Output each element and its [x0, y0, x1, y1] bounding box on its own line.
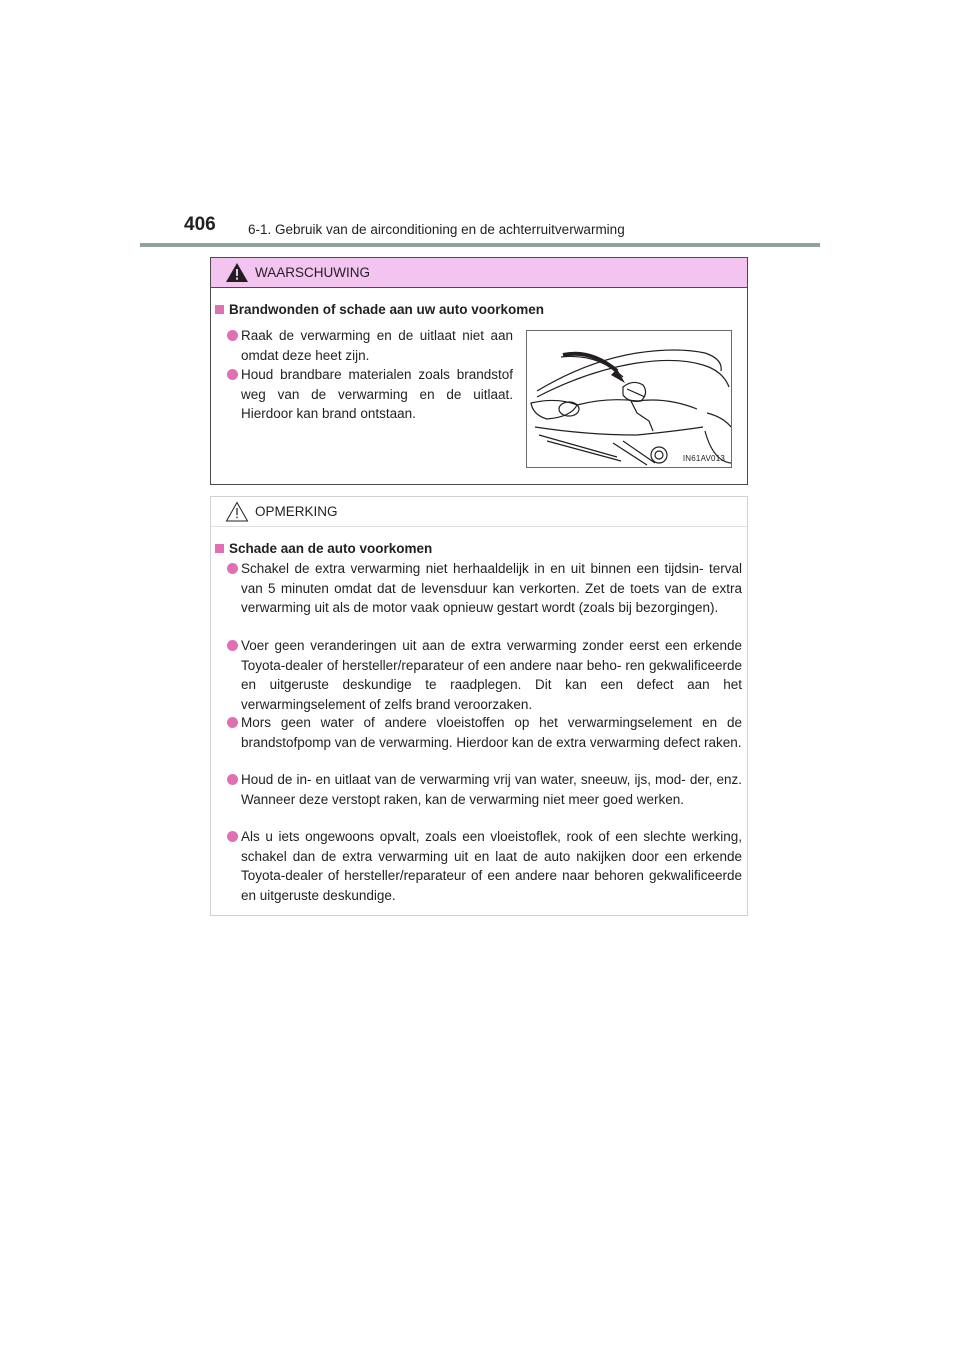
notice-heading: Schade aan de auto voorkomen	[215, 541, 432, 556]
page-header	[140, 214, 820, 248]
header-rule	[140, 243, 820, 247]
chapter-title: 6-1. Gebruik van de airconditioning en de achterruitverwarming	[248, 222, 625, 237]
warning-label: WAARSCHUWING	[255, 265, 370, 280]
bullet-icon	[227, 717, 238, 728]
square-bullet-icon	[215, 305, 224, 314]
bullet-icon	[227, 640, 238, 651]
notice-header	[211, 497, 747, 527]
figure-code: IN61AV013	[682, 454, 725, 463]
caution-triangle-icon	[225, 501, 249, 522]
notice-label: OPMERKING	[255, 504, 338, 519]
list-item: Als u iets ongewoons opvalt, zoals een vloeistoflek, rook of een slechte werking, schakel dan de extra verwarming uit en laat de auto nakijken door een erkende Toyota-dealer of hersteller/reparateur of een andere naar behoren gekwalificeerde en uitgeruste deskundige.	[227, 827, 742, 905]
bullet-icon	[227, 563, 238, 574]
bullet-icon	[227, 369, 238, 380]
list-item: Houd de in- en uitlaat van de verwarming vrij van water, sneeuw, ijs, mod- der, enz. Wanneer deze verstopt raken, kan de verwarming niet meer goed werken.	[227, 770, 742, 809]
heater-illustration	[526, 330, 732, 468]
page-number: 406	[184, 214, 216, 235]
list-item: Schakel de extra verwarming niet herhaaldelijk in en uit binnen een tijdsin- terval van 5 minuten omdat dat de levensduur kan verkorten. Zet de toets van de extra verwarming uit als de motor vaak opnieuw gestart wordt (zoals bij bezorgingen).	[227, 559, 742, 618]
car-front-illustration	[527, 331, 731, 467]
list-item: Voer geen veranderingen uit aan de extra verwarming zonder eerst een erkende Toyota-dealer of hersteller/reparateur of een andere naar beho- ren gekwalificeerde en uitgeruste deskundige te raadplegen. Dit kan een defect aan het verwarmingselement of zelfs brand veroorzaken.	[227, 636, 742, 714]
warning-triangle-icon	[225, 262, 249, 283]
square-bullet-icon	[215, 544, 224, 553]
warning-header	[211, 258, 747, 288]
bullet-icon	[227, 774, 238, 785]
warning-heading: Brandwonden of schade aan uw auto voorkomen	[215, 302, 544, 317]
bullet-icon	[227, 330, 238, 341]
list-item: Houd brandbare materialen zoals brandstof weg van de verwarming en de uitlaat. Hierdoor kan brand ontstaan.	[227, 365, 513, 424]
list-item: Mors geen water of andere vloeistoffen op het verwarmingselement en de brandstofpomp van de verwarming. Hierdoor kan de extra verwarming defect raken.	[227, 713, 742, 752]
list-item: Raak de verwarming en de uitlaat niet aan omdat deze heet zijn.	[227, 326, 513, 365]
bullet-icon	[227, 831, 238, 842]
